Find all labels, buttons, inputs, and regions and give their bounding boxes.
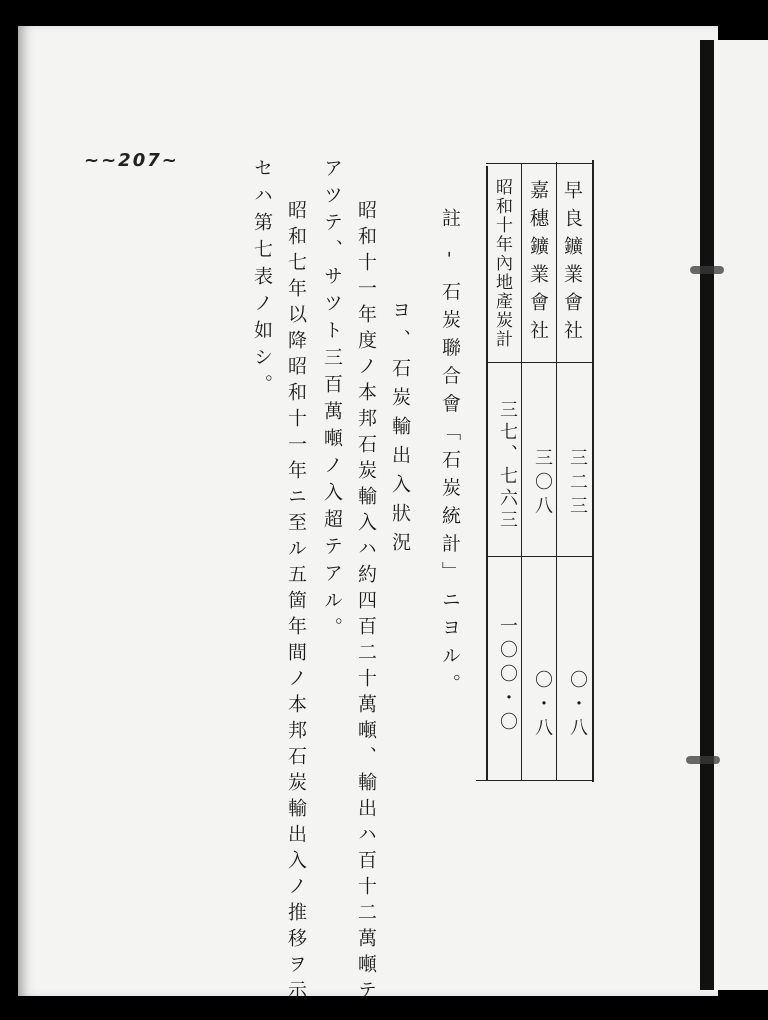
table-col-divider	[486, 362, 594, 363]
binding-mark-top	[690, 266, 724, 274]
table-cell-percent: 〇・八	[567, 670, 588, 742]
table-border-top	[486, 163, 594, 164]
table-border-left	[486, 166, 488, 780]
table-row-divider	[556, 162, 557, 780]
table-cell-percent: 一〇〇・〇	[497, 616, 518, 736]
table-cell-production: 三七、七六三	[497, 400, 518, 532]
paragraph-line: セハ第七表ノ如シ。	[251, 158, 273, 401]
table-row-name: 嘉穗鑛業會社	[527, 180, 549, 348]
facing-page-edge	[718, 40, 768, 990]
table-cell-percent: 〇・八	[532, 670, 553, 742]
table-col-divider	[486, 556, 594, 557]
table-cell-production: 三二三	[567, 448, 588, 520]
section-heading: ヨ、石炭輸出入狀況	[389, 300, 411, 561]
table-border-right	[592, 160, 594, 782]
table-row-divider	[521, 164, 522, 780]
paragraph-line: アツテ、サツト三百萬噸ノ入超テアル。	[321, 158, 343, 644]
paragraph-line: 昭和七年以降昭和十一年ニ至ル五箇年間ノ本邦石炭輸出入ノ推移ヲ示	[285, 200, 307, 1006]
source-note: 註 - 石炭聯合會「石炭統計」ニヨル。	[439, 208, 461, 702]
handwritten-number: ~~207~	[84, 150, 179, 171]
table-border-bottom	[476, 780, 594, 781]
table-row-name: 早良鑛業會社	[561, 180, 583, 348]
table-cell-production: 三〇八	[532, 448, 553, 520]
paragraph-line: 昭和十一年度ノ本邦石炭輸入ハ約四百二十萬噸、輸出ハ百十二萬噸テ	[355, 200, 377, 1006]
binding-mark-bottom	[686, 756, 720, 764]
book-spine	[700, 40, 714, 990]
table-row-name: 昭和十年內地產炭計	[492, 178, 512, 349]
